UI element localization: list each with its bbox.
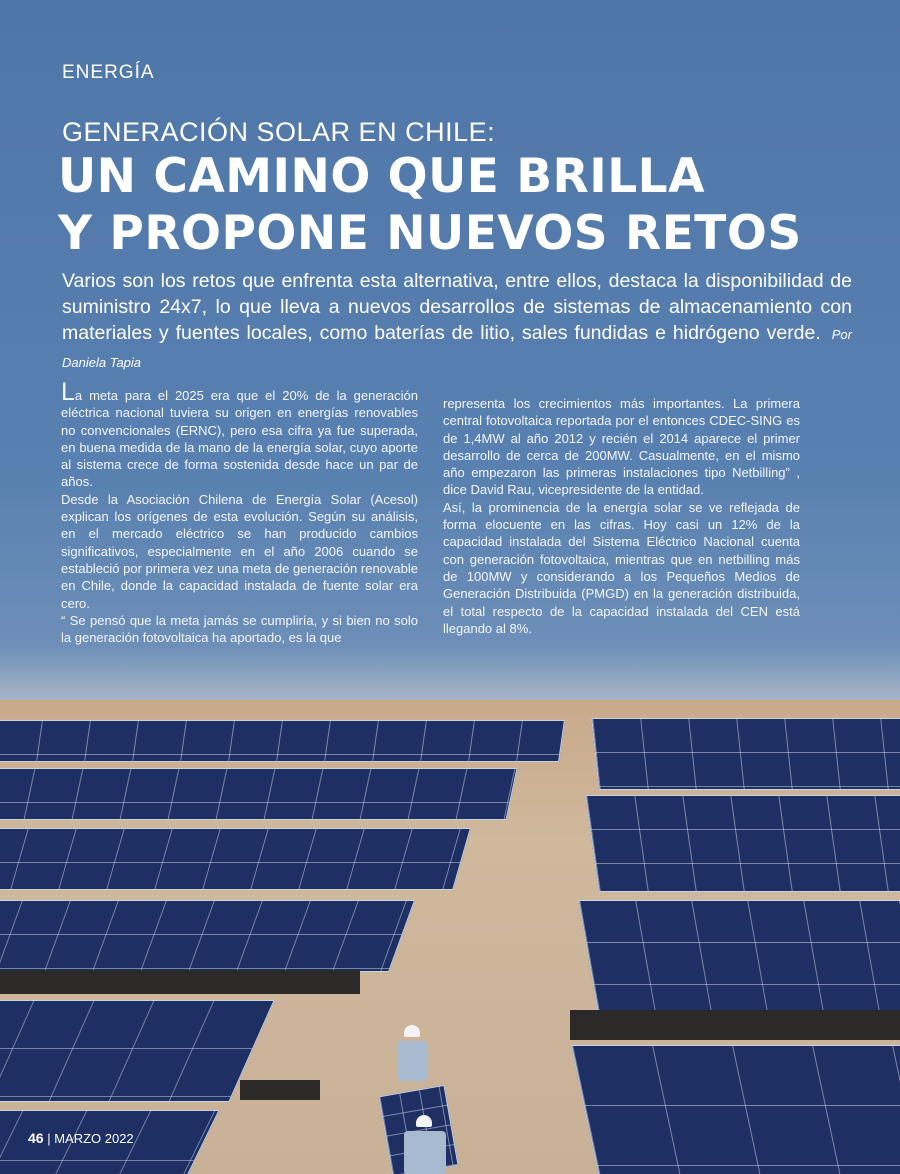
headline-line-2: Y PROPONE NUEVOS RETOS (58, 206, 802, 261)
article-kicker: GENERACIÓN SOLAR EN CHILE: (62, 117, 496, 147)
panel-shadow (0, 970, 360, 994)
right-column (443, 395, 800, 637)
solar-panel-row (591, 718, 900, 790)
article-lead (62, 268, 852, 376)
lead-text: Varios son los retos que enfrenta esta alternativa, entre ellos, destaca la disponibilidad de suministro 24x7, lo que lleva a nuevos desarrollos de sistemas de almacenamiento con materiales y fuentes locales, como baterías de litio, sales fundidas e hidrógeno verde. (62, 270, 852, 344)
byline: Por Daniela Tapia (62, 327, 852, 370)
solar-panel-row (578, 900, 900, 1012)
paragraph: “ Se pensó que la meta jamás se cumpliría, y si bien no solo la generación fotovoltaica ha aportado, es la que (61, 612, 418, 646)
solar-panel-row (0, 1000, 275, 1102)
panel-shadow (240, 1080, 320, 1100)
solar-panel-row (0, 768, 518, 820)
worker (392, 1025, 432, 1095)
dropcap: L (61, 378, 75, 406)
solar-panel-row (0, 720, 565, 762)
paragraph: La meta para el 2025 era que el 20% de la generación eléctrica nacional tuviera su origen en energías renovables no convencionales (ERNC), pero esa cifra ya fue superada, en buena medida de la mano de la energía solar, cuyo aporte al sistema crece de forma sostenida desde hace un par de años. (61, 378, 418, 490)
left-column (61, 378, 418, 646)
solar-panel-row (571, 1045, 900, 1174)
worker-torso (404, 1131, 446, 1174)
page-number: 46 (28, 1130, 44, 1146)
solar-panel-row (585, 795, 900, 892)
solar-panel-row (0, 900, 415, 972)
headline-line-1: UN CAMINO QUE BRILLA (58, 149, 706, 204)
helmet-icon (416, 1115, 432, 1127)
section-tag: ENERGÍA (62, 62, 155, 83)
worker (400, 1115, 450, 1174)
paragraph: representa los crecimientos más importantes. La primera central fotovoltaica reportada por el entonces CDEC-SING es de 1,4MW al año 2012 y recién el 2014 aparece el primer desarrollo de cerca de 200MW. Casualmente, en el mismo año empezaron las primeras instalaciones tipo Netbilling” , dice David Rau, vicepresidente de la entidad. (443, 396, 800, 498)
helmet-icon (404, 1025, 420, 1037)
worker-torso (397, 1041, 427, 1081)
panel-shadow (570, 1010, 900, 1040)
solar-panel-row (0, 828, 471, 890)
page-footer (28, 1130, 134, 1146)
article-headline (58, 148, 878, 262)
paragraph: Desde la Asociación Chilena de Energía Solar (Acesol) explican los orígenes de esta evolución. Según su análisis, en el mercado eléctrico se han producido cambios significativos, especialmente en el año 2006 cuando se estableció por primera vez una meta de generación renovable en Chile, donde la capacidad instalada de fuente solar era cero. (61, 491, 418, 611)
solar-farm-photo (0, 700, 900, 1174)
paragraph: Así, la prominencia de la energía solar se ve reflejada de forma elocuente en las cifras. Hoy casi un 12% de la capacidad instalada del Sistema Eléctrico Nacional cuenta con generación fotovoltaica, mientras que en netbilling más de 100MW y considerando a los Pequeños Medios de Generación Distribuida (PMGD) en la generación distribuida, el total respecto de la capacidad instalada del CEN está llegando al 8%. (443, 499, 800, 636)
issue-date: | MARZO 2022 (47, 1131, 134, 1146)
